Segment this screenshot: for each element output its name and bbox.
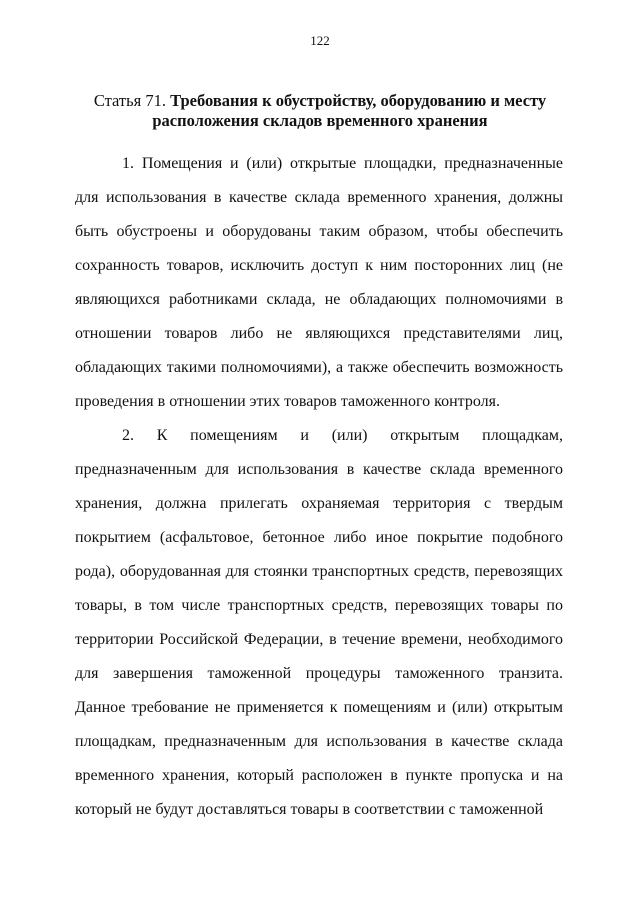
article-number: Статья 71. <box>93 91 166 110</box>
paragraph-2: 2. К помещениям и (или) открытым площадкам, предназначенным для использования в качестве склада временного хранения, должна прилегать охраняемая территория с твердым покрытием (асфальтовое, бетонное либо иное покрытие подобного рода), оборудованная для стоянки транспортных средств, перевозящих товары, в том числе транспортных средств, перевозящих товары по территории Российской Федерации, в течение времени, необходимого для завершения таможенной процедуры таможенного транзита. Данное требование не применяется к помещениям и (или) открытым площадкам, предназначенным для использования в качестве склада временного хранения, который расположен в пункте пропуска и на который не будут доставляться товары в соответствии с таможенной <box>75 427 563 818</box>
article-title: Требования к обустройству, оборудованию и месту расположения складов временного хранения <box>152 91 547 130</box>
page-number: 122 <box>310 33 330 48</box>
article-heading <box>75 91 565 131</box>
article-body <box>75 147 563 827</box>
paragraph-1: 1. Помещения и (или) открытые площадки, предназначенные для использования в качестве склада временного хранения, должны быть обустроены и оборудованы таким образом, чтобы обеспечить сохранность товаров, исключить доступ к ним посторонних лиц (не являющихся работниками склада, не обладающих полномочиями в отношении товаров либо не являющихся представителями лиц, обладающих такими полномочиями), а также обеспечить возможность проведения в отношении этих товаров таможенного контроля. <box>75 155 563 410</box>
